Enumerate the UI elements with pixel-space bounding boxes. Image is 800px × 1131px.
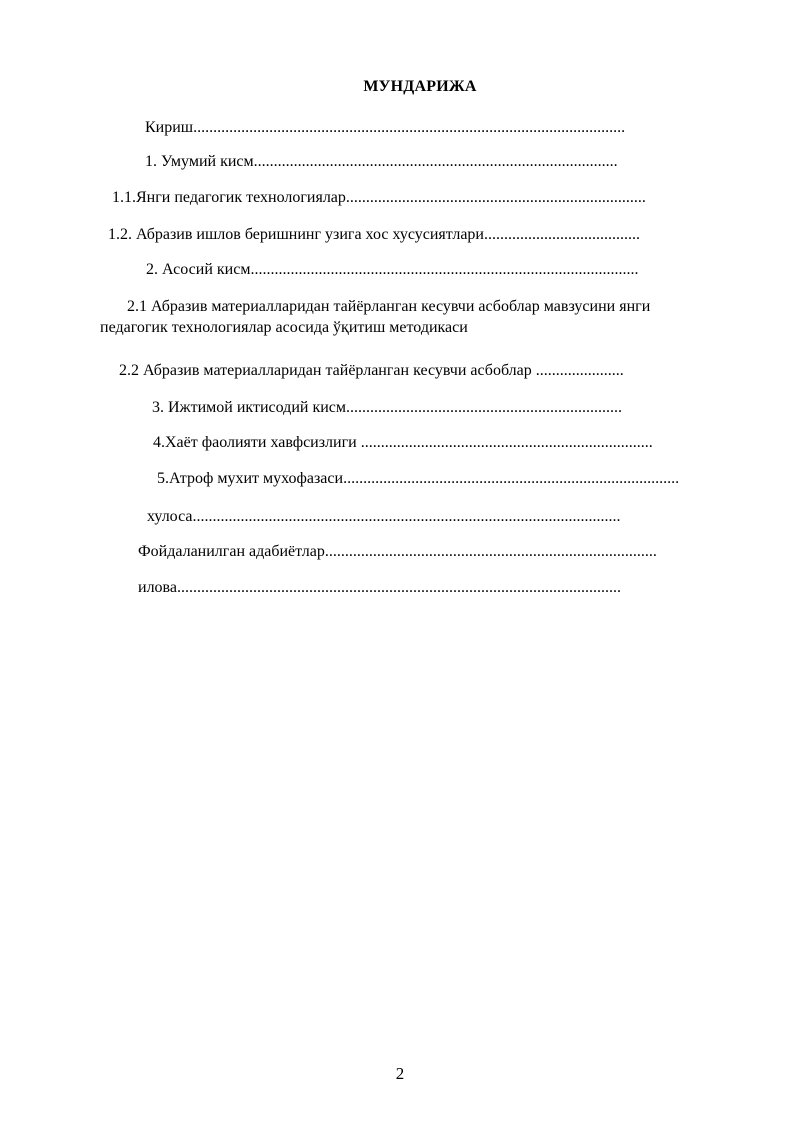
toc-leader-dots: ........................................................................................... bbox=[253, 153, 618, 170]
toc-entry-text: Фойдаланилган адабиётлар bbox=[138, 543, 325, 560]
toc-entry-main-part bbox=[146, 260, 712, 280]
toc-leader-dots: ............................................................................................................... bbox=[177, 579, 621, 596]
toc-entry-text-line1: 2.1 Абразив материалларидан тайёрланган кесувчи асбоблар мавзусини янги bbox=[127, 298, 651, 315]
toc-leader-dots: ......................................................................... bbox=[360, 434, 653, 451]
toc-leader-dots: ................................................................................... bbox=[324, 543, 657, 560]
toc-entry-text: 3. Ижтимой иктисодий кисм bbox=[152, 399, 346, 416]
toc-leader-dots: ................................................................................................. bbox=[250, 261, 639, 278]
toc-entry-text: 1.1.Янги педагогик технологиялар bbox=[112, 189, 346, 206]
toc-entry-text: илова bbox=[138, 579, 177, 596]
toc-entry-intro bbox=[145, 118, 697, 138]
toc-entry-text: хулоса bbox=[147, 508, 193, 525]
toc-leader-dots: ........................................................................... bbox=[345, 189, 646, 206]
toc-entry-text: 1. Умумий кисм bbox=[145, 153, 254, 170]
toc-entry-general-part bbox=[145, 152, 697, 172]
document-title: МУНДАРИЖА bbox=[363, 78, 477, 95]
toc-entry-text-line2: педагогик технологиялар асосида ўқитиш методикаси bbox=[100, 319, 468, 336]
toc-entry-text: 2.2 Абразив материалларидан тайёрланган кесувчи асбоблар bbox=[119, 362, 532, 379]
toc-entry-references bbox=[138, 542, 732, 562]
toc-entry-1-2 bbox=[108, 225, 736, 245]
toc-entry-appendix bbox=[138, 578, 698, 598]
toc-entry-socio-economic bbox=[152, 398, 696, 418]
toc-entry-text: 1.2. Абразив ишлов беришнинг узига хос хусусиятлари bbox=[108, 226, 484, 243]
toc-entry-conclusion bbox=[147, 507, 691, 527]
toc-leader-dots: ...................... bbox=[531, 362, 624, 379]
toc-entry-text: 2. Асосий кисм bbox=[146, 261, 251, 278]
toc-entry-text: 5.Атроф мухит мухофазаси bbox=[157, 470, 344, 487]
toc-leader-dots: ........................................................................................................... bbox=[192, 508, 621, 525]
toc-entry-2-1 bbox=[100, 296, 770, 338]
toc-leader-dots: ............................................................................................................ bbox=[193, 119, 626, 136]
page-number: 2 bbox=[395, 1064, 405, 1083]
toc-entry-environment bbox=[157, 469, 755, 489]
toc-leader-dots: .................................................................................... bbox=[343, 470, 680, 487]
toc-entry-2-2 bbox=[119, 361, 719, 381]
toc-entry-1-1 bbox=[112, 188, 728, 208]
toc-entry-life-safety bbox=[153, 433, 726, 453]
toc-leader-dots: ..................................................................... bbox=[346, 399, 622, 416]
toc-entry-text: 4.Хаёт фаолияти хавфсизлиги bbox=[153, 434, 361, 451]
toc-leader-dots: ....................................... bbox=[484, 226, 640, 243]
toc-entry-text: Кириш bbox=[145, 119, 194, 136]
